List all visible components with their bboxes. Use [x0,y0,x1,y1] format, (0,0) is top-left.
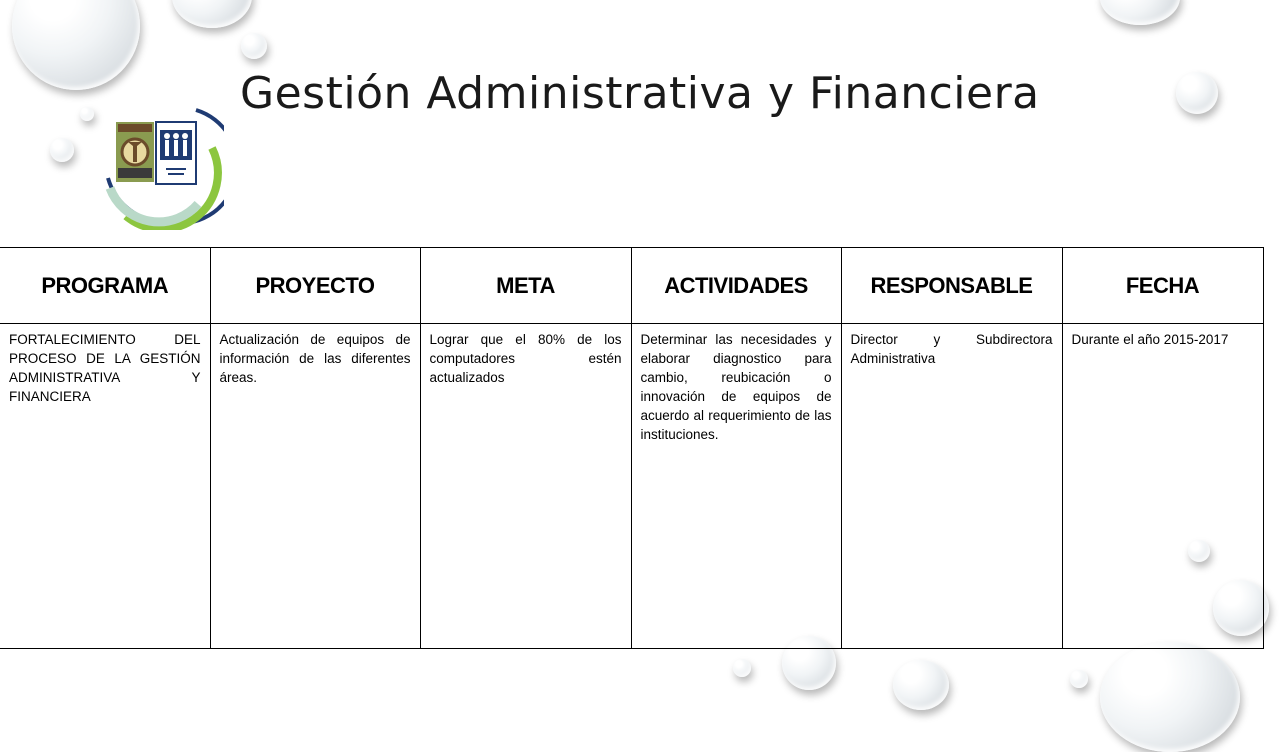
column-header-programa: PROGRAMA [0,248,210,324]
water-drop-decoration [241,33,267,59]
table-header-row [0,248,1263,324]
column-header-proyecto: PROYECTO [210,248,420,324]
column-header-responsable: RESPONSABLE [841,248,1062,324]
column-header-actividades: ACTIVIDADES [631,248,841,324]
water-drop-decoration [1100,0,1180,25]
water-drop-decoration [1176,72,1218,114]
column-header-meta: META [420,248,631,324]
cell-meta: Lograr que el 80% de los computadores estén actualizados [420,324,631,649]
column-header-fecha: FECHA [1062,248,1263,324]
table-row [0,324,1263,649]
page-title: Gestión Administrativa y Financiera [240,68,1040,119]
plan-table [0,247,1264,649]
water-drop-decoration [80,107,94,121]
water-drop-decoration [12,0,140,90]
cell-fecha: Durante el año 2015-2017 [1062,324,1263,649]
water-drop-decoration [1100,642,1240,752]
water-drop-decoration [733,659,751,677]
cell-responsable: Director y Subdirectora Administrativa [841,324,1062,649]
cell-actividades: Determinar las necesidades y elaborar diagnostico para cambio, reubicación o innovación de equipos de acuerdo al requerimiento de las instituciones. [631,324,841,649]
water-drop-decoration [1070,670,1088,688]
cell-proyecto: Actualización de equipos de información de las diferentes áreas. [210,324,420,649]
cell-programa: FORTALECIMIENTO DEL PROCESO DE LA GESTIÓN ADMINISTRATIVA Y FINANCIERA [0,324,210,649]
water-drop-decoration [50,138,74,162]
water-drop-decoration [893,660,949,710]
water-drop-decoration [172,0,252,28]
institution-logo [96,108,224,230]
